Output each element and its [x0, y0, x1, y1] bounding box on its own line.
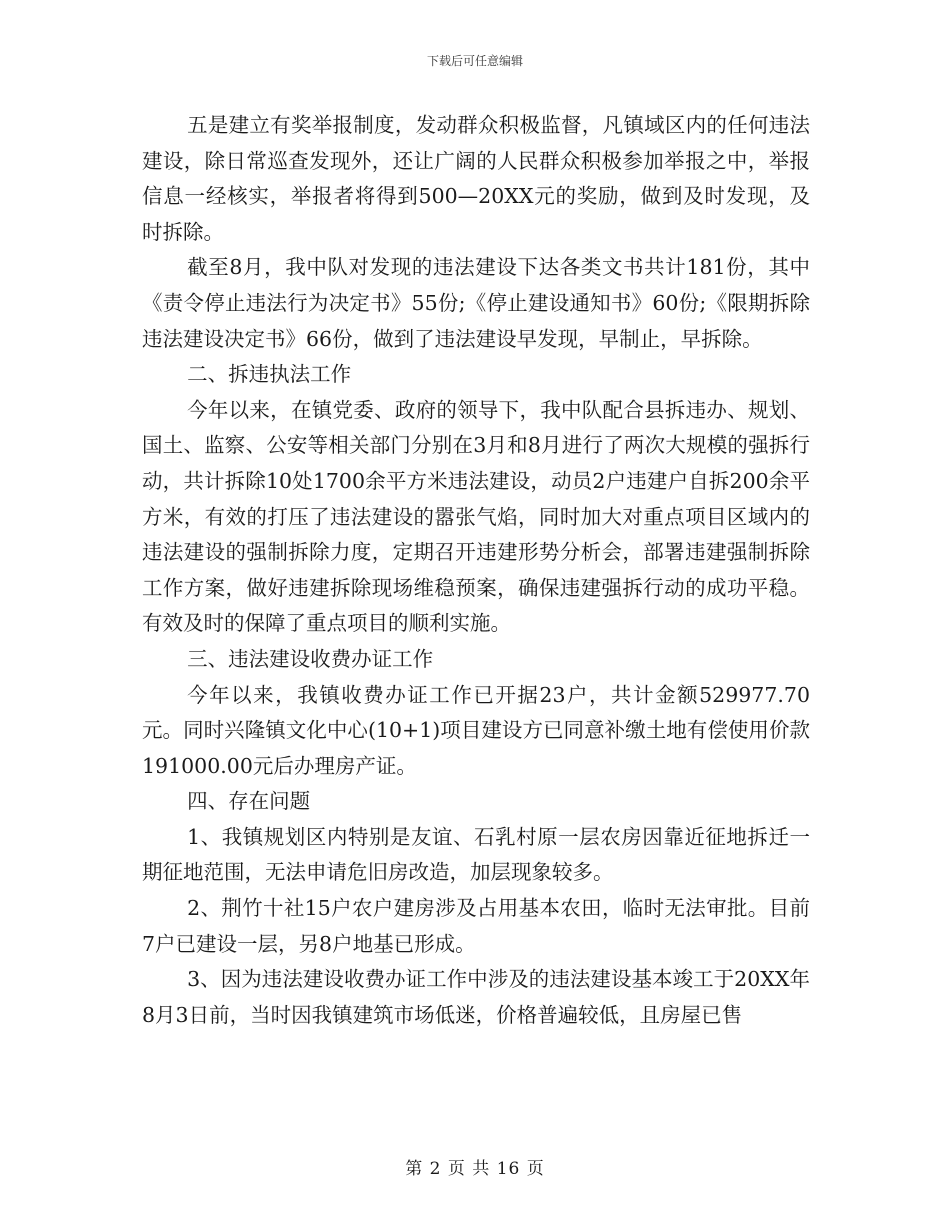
paragraph-problem-1: 1、我镇规划区内特别是友谊、石乳村原一层农房因靠近征地拆迁一期征地范围，无法申请危旧房改造，加层现象较多。 [142, 824, 810, 885]
page-number-footer: 第 2 页 共 16 页 [405, 1159, 545, 1179]
paragraph-documents-issued: 截至8月，我中队对发现的违法建设下达各类文书共计181份，其中《责令停止违法行为决定书》55份;《停止建设通知书》60份;《限期拆除违法建设决定书》66份，做到了违法建设早发现，早制止，早拆除。 [142, 255, 810, 351]
paragraph-reward-reporting: 五是建立有奖举报制度，发动群众积极监督，凡镇域区内的任何违法建设，除日常巡查发现外，还让广阔的人民群众积极参加举报之中，举报信息一经核实，举报者将得到500—20XX元的奖励，做到及时发现，及时拆除。 [142, 113, 810, 244]
section-heading-problems: 四、存在问题 [187, 789, 311, 814]
section-heading-demolition: 二、拆违执法工作 [187, 362, 352, 387]
paragraph-demolition-work: 今年以来，在镇党委、政府的领导下，我中队配合县拆违办、规划、国土、监察、公安等相关部门分别在3月和8月进行了两次大规模的强拆行动，共计拆除10处1700余平方米违法建设，动员2户违建户自拆200余平方米，有效的打压了违法建设的嚣张气焰，同时加大对重点项目区域内的违法建设的强制拆除力度，定期召开违建形势分析会，部署违建强制拆除工作方案，做好违建拆除现场维稳预案，确保违建强拆行动的成功平稳。有效及时的保障了重点项目的顺利实施。 [142, 397, 810, 636]
paragraph-problem-2: 2、荆竹十社15户农户建房涉及占用基本农田，临时无法审批。目前7户已建设一层，另8户地基已形成。 [142, 896, 810, 956]
document-body [142, 108, 810, 1033]
paragraph-fees-work: 今年以来，我镇收费办证工作已开据23户，共计金额529977.70元。同时兴隆镇文化中心(10+1)项目建设方已同意补缴土地有偿使用价款191000.00元后办理房产证。 [142, 682, 810, 778]
paragraph-problem-3: 3、因为违法建设收费办证工作中涉及的违法建设基本竣工于20XX年8月3日前，当时因我镇建筑市场低迷，价格普遍较低，且房屋已售 [142, 967, 810, 1027]
section-heading-fees: 三、违法建设收费办证工作 [187, 646, 434, 671]
page-header: 下载后可任意编辑 [426, 54, 523, 68]
